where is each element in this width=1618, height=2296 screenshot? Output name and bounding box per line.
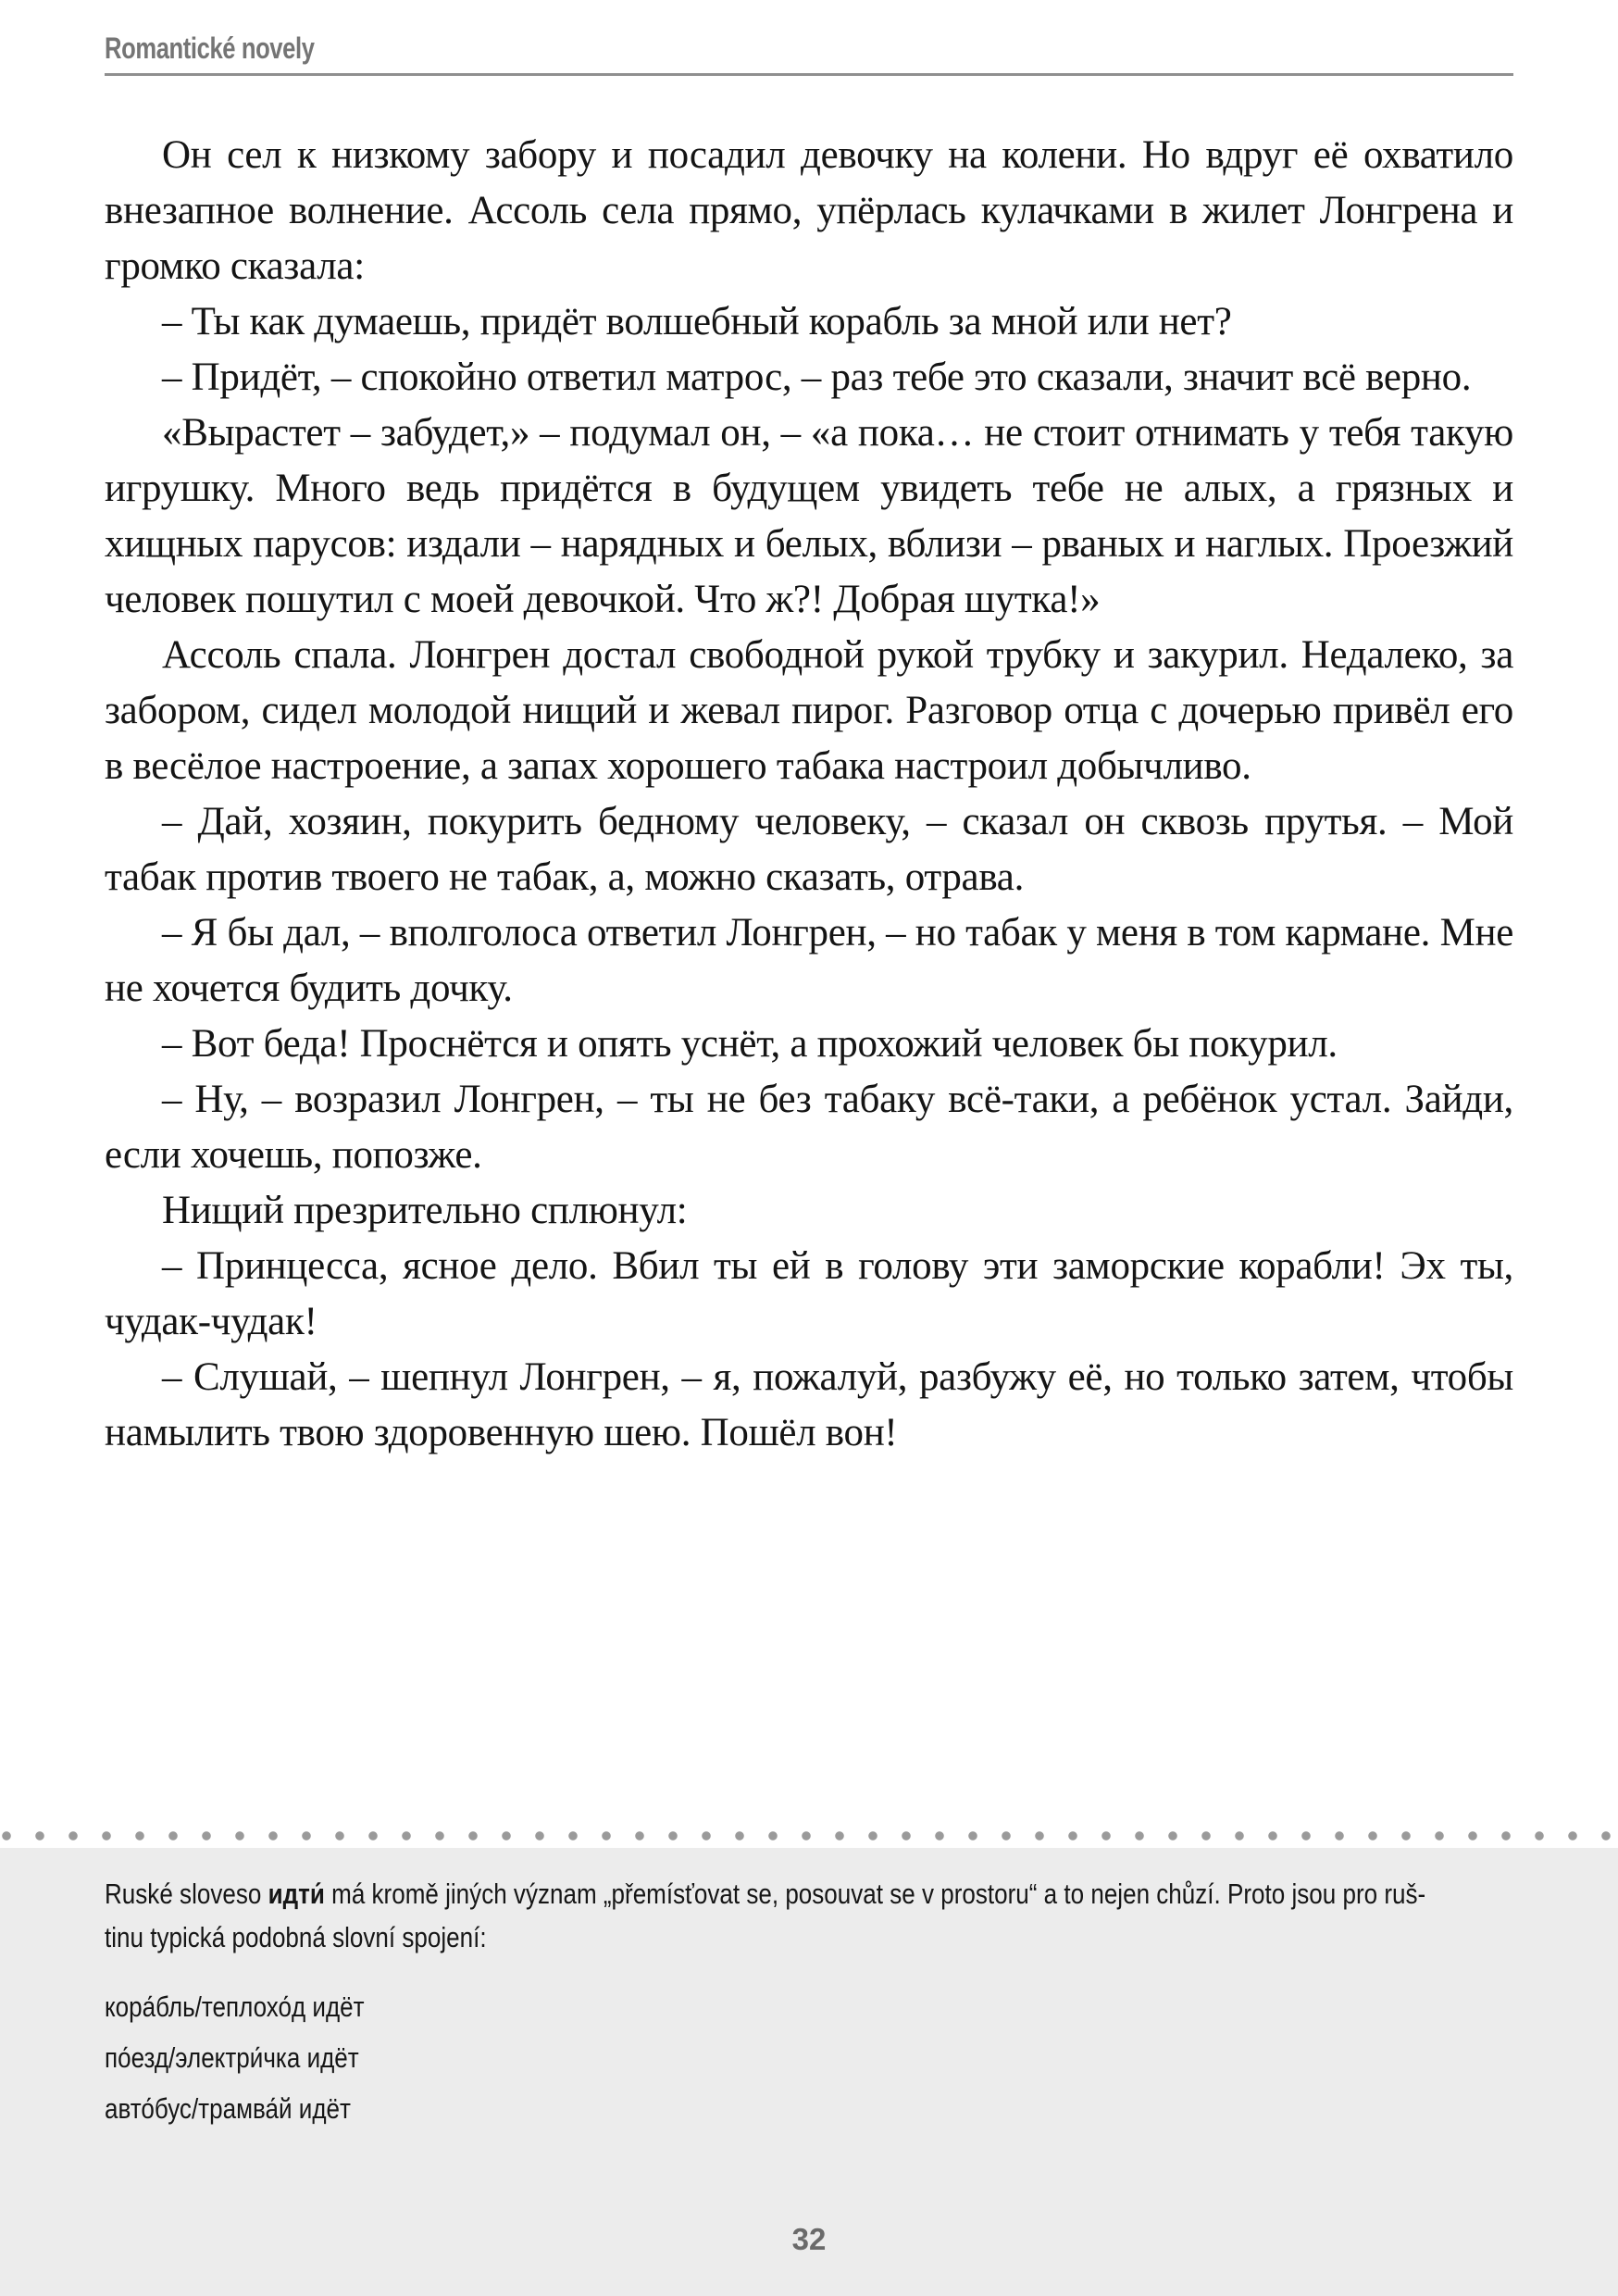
body-paragraph: – Я бы дал, – вполголоса ответил Лонгрен, – но табак у меня в том кармане. Мне не хочется будить дочку. xyxy=(105,911,1513,1010)
note-intro-line-1 xyxy=(105,1872,1513,1915)
body-paragraph: – Ну, – возразил Лонгрен, – ты не без табаку всё-таки, а ребёнок устал. Зайди, если хочешь, попозже. xyxy=(105,1078,1513,1177)
header-rule xyxy=(105,73,1513,76)
body-paragraph: – Ты как думаешь, придёт волшебный корабль за мной или нет? xyxy=(162,300,1232,343)
collocation-list xyxy=(105,1981,1513,2134)
body-paragraph: – Принцесса, ясное дело. Вбил ты ей в голову эти заморские корабли! Эх ты, чудак-чудак! xyxy=(105,1244,1513,1343)
collocation-item: по́езд/электри́чка идёт xyxy=(105,2041,359,2074)
body-paragraph: – Придёт, – спокойно ответил матрос, – раз тебе это сказали, значит всё верно. xyxy=(162,356,1472,399)
body-paragraph: – Дай, хозяин, покурить бедному человеку, – сказал он сквозь прутья. – Мой табак против твоего не табак, а, можно сказать, отрава. xyxy=(105,800,1513,899)
note-verb-bold: идти́ xyxy=(268,1878,325,1910)
collocation-item: авто́бус/трамва́й идёт xyxy=(105,2092,351,2125)
grammar-note xyxy=(105,1872,1513,2134)
note-intro-suffix: má kromě jiných význam „přemísťovat se, posouvat se v prostoru“ a to nejen chůzí. Proto jsou pro ruš- xyxy=(324,1878,1426,1910)
body-paragraph: Нищий презрительно сплюнул: xyxy=(162,1189,688,1232)
body-paragraph: «Вырастет – забудет,» – подумал он, – «а пока… не стоит отнимать у тебя такую игрушку. Много ведь придётся в будущем увидеть тебе не алых, а грязных и хищных парусов: издали – нарядных и белых, вблизи – рваных и наглых. Проезжий человек пошутил с моей девочкой. Что ж?! Добрая шутка!» xyxy=(105,411,1513,621)
body-paragraph: – Вот беда! Проснётся и опять уснёт, а прохожий человек бы покурил. xyxy=(162,1022,1338,1066)
note-intro-prefix: Ruské sloveso xyxy=(105,1878,268,1910)
body-paragraph: – Слушай, – шепнул Лонгрен, – я, пожалуй, разбужу её, но только затем, чтобы намылить твою здоровенную шею. Пошёл вон! xyxy=(105,1355,1513,1454)
page-number: 32 xyxy=(791,2222,827,2256)
body-paragraph: Он сел к низкому забору и посадил девочку на колени. Но вдруг её охватило внезапное волнение. Ассоль села прямо, упёрлась кулачками в жилет Лонгрена и громко сказала: xyxy=(105,133,1513,288)
running-head-title: Romantické novely xyxy=(105,31,315,65)
running-head xyxy=(105,31,367,66)
story-text xyxy=(105,128,1513,1461)
collocation-item: кора́бль/теплохо́д идёт xyxy=(105,1990,365,2023)
note-intro-line-2: tinu typická podobná slovní spojení: xyxy=(105,1921,487,1953)
body-paragraph: Ассоль спала. Лонгрен достал свободной рукой трубку и закурил. Недалеко, за забором, сидел молодой нищий и жевал пирог. Разговор отца с дочерью привёл его в весёлое настроение, а запах хорошего табака настроил добычливо. xyxy=(105,633,1513,788)
dotted-divider xyxy=(0,1829,1618,1842)
